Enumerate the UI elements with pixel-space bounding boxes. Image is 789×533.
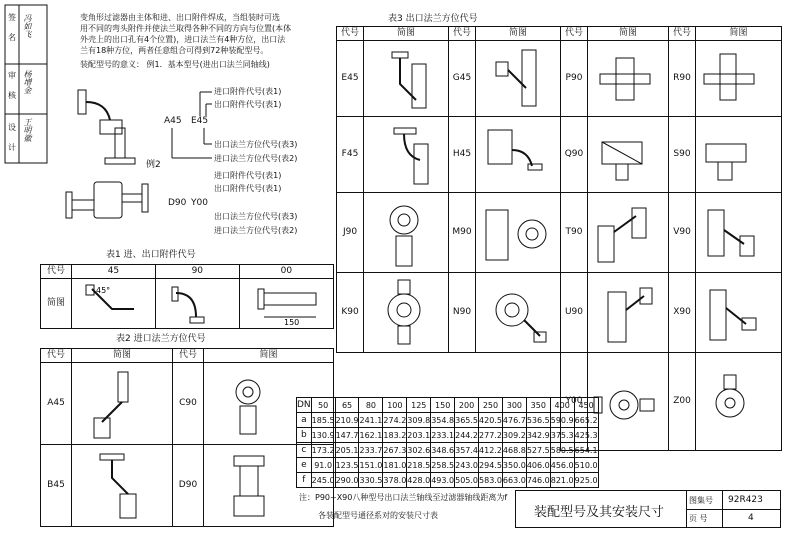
t3-h-sketch-4: 简图 <box>696 27 782 41</box>
dim-val: 663.0 <box>502 473 526 488</box>
dim-header-dn: DN <box>297 398 312 413</box>
t3-h-sketch-1: 简图 <box>364 27 449 41</box>
dim-row-c <box>297 443 599 458</box>
dim-val: 412.2 <box>479 443 503 458</box>
dim-val: 420.5 <box>479 413 503 428</box>
dim-val: 241.1 <box>359 413 383 428</box>
table1-sketch-45 <box>72 279 156 329</box>
table2-code-a45: A45 <box>41 363 72 445</box>
t3-code-h45: H45 <box>449 117 476 193</box>
example1-code-e: E45 <box>191 116 209 126</box>
table1 <box>40 264 334 329</box>
example1-leaders <box>162 88 222 164</box>
t3-sketch-q90 <box>588 117 669 193</box>
t3-sketch-k90 <box>364 273 449 353</box>
t3-sketch-z00 <box>696 353 782 451</box>
side-label-1: 签 <box>8 13 16 22</box>
dim-val: 350.0 <box>502 458 526 473</box>
table2-code-b45: B45 <box>41 445 72 527</box>
t3-sketch-t90 <box>588 193 669 273</box>
table2-header-sketch-a: 简图 <box>72 349 173 363</box>
example2-note-3: 出口法兰方位代号(表3) <box>214 212 298 221</box>
dim-val: 309.2 <box>502 428 526 443</box>
dim-val: 375.3 <box>550 428 574 443</box>
example2-code-d: D90 <box>168 198 187 208</box>
dim-val: 365.5 <box>455 413 479 428</box>
dim-row-f <box>297 473 599 488</box>
table3-title: 表3 出口法兰方位代号 <box>388 14 478 24</box>
dim-dn: 350 <box>526 398 550 413</box>
t3-code-n90: N90 <box>449 273 476 353</box>
dim-val: 130.9 <box>311 428 335 443</box>
table1-sketch-00 <box>239 279 333 329</box>
t3-sketch-f45 <box>364 117 449 193</box>
dim-val: 243.0 <box>455 458 479 473</box>
dim-val: 821.0 <box>550 473 574 488</box>
dim-dn: 150 <box>431 398 455 413</box>
dim-val: 245.0 <box>311 473 335 488</box>
dim-row-b <box>297 428 599 443</box>
example2-note-2: 出口附件代号(表1) <box>214 184 282 193</box>
elbow-45-drawing <box>72 281 152 327</box>
t3-code-y00: Y00 <box>561 353 588 451</box>
side-label-3: 审 <box>8 71 16 80</box>
side-label-4: 核 <box>8 91 16 100</box>
intro-line-5: 装配型号的意义： 例1．基本型号(进出口法兰同轴线) <box>80 60 270 69</box>
example1-note-4: 进口法兰方位代号(表2) <box>214 154 298 163</box>
table2 <box>40 348 334 527</box>
t3-h-sketch-2: 简图 <box>476 27 561 41</box>
dim-val: 181.0 <box>383 458 407 473</box>
dim-val: 654.1 <box>574 443 598 458</box>
t3-sketch-e45 <box>364 41 449 117</box>
t3-sketch-n90 <box>476 273 561 353</box>
dim-dn: 65 <box>335 398 359 413</box>
intro-line-3: 外壳上的出口孔有4个位置)，进口法兰有4种方位，出口法 <box>80 35 286 44</box>
t3-h-code-1: 代号 <box>337 27 364 41</box>
dim-val: 354.8 <box>431 413 455 428</box>
dim-val: 294.5 <box>479 458 503 473</box>
dim-val: 185.5 <box>311 413 335 428</box>
dim-val: 173.2 <box>311 443 335 458</box>
angle-label: 45° <box>96 285 111 295</box>
dim-val: 590.9 <box>550 413 574 428</box>
note-line-1: 注：P90~X90八种型号出口法兰轴线至过滤器轴线距离为f <box>299 493 508 502</box>
dim-val: 476.7 <box>502 413 526 428</box>
t3-sketch-v90 <box>696 193 782 273</box>
t3-sketch-r90 <box>696 41 782 117</box>
t3-h-code-3: 代号 <box>561 27 588 41</box>
dim-val: 233.1 <box>431 428 455 443</box>
dim-val: 425.3 <box>574 428 598 443</box>
side-label-6: 计 <box>8 143 16 152</box>
intro-line-2: 用不同的弯头附件并使法兰取得各种不同的方向与位置(本体 <box>80 24 292 33</box>
example2-drawing <box>60 172 160 242</box>
dim-val: 665.2 <box>574 413 598 428</box>
t3-code-t90: T90 <box>561 193 588 273</box>
dim-dn: 450 <box>574 398 598 413</box>
dim-dn: 400 <box>550 398 574 413</box>
t3-code-u90: U90 <box>561 273 588 353</box>
t3-h-code-4: 代号 <box>669 27 696 41</box>
dim-val: 378.0 <box>383 473 407 488</box>
example1-note-2: 出口附件代号(表1) <box>214 100 282 109</box>
table2-header-code-a: 代号 <box>41 349 72 363</box>
t3-code-e45: E45 <box>337 41 364 117</box>
dim-key: f <box>297 473 312 488</box>
example1-note-1: 进口附件代号(表1) <box>214 87 282 96</box>
t3-code-v90: V90 <box>669 193 696 273</box>
table3 <box>336 26 782 451</box>
example1-note-3: 出口法兰方位代号(表3) <box>214 140 298 149</box>
t3-code-m90: M90 <box>449 193 476 273</box>
dim-val: 91.0 <box>311 458 335 473</box>
signature-3: 王明徽 <box>23 118 32 142</box>
page-number: 4 <box>748 513 754 523</box>
t3-code-j90: J90 <box>337 193 364 273</box>
dimension-table <box>296 397 599 488</box>
t3-h-code-2: 代号 <box>449 27 476 41</box>
straight-pipe-drawing <box>240 281 330 327</box>
t3-sketch-x90 <box>696 273 782 353</box>
dim-val: 468.8 <box>502 443 526 458</box>
t3-code-g45: G45 <box>449 41 476 117</box>
dim-val: 583.0 <box>479 473 503 488</box>
dim-val: 267.3 <box>383 443 407 458</box>
dim-val: 330.5 <box>359 473 383 488</box>
dim-val: 151.0 <box>359 458 383 473</box>
dim-val: 205.1 <box>335 443 359 458</box>
dim-val: 183.2 <box>383 428 407 443</box>
dim-val: 123.5 <box>335 458 359 473</box>
dim-val: 302.6 <box>407 443 431 458</box>
dim-dn: 80 <box>359 398 383 413</box>
intro-line-1: 变角形过滤器由主体和进、出口附件焊成，当组装时可选 <box>80 13 280 22</box>
table2-sketch-a45 <box>72 363 173 445</box>
dim-val: 406.0 <box>526 458 550 473</box>
table2-code-d90: D90 <box>173 445 204 527</box>
dim-val: 357.4 <box>455 443 479 458</box>
example2-note-4: 进口法兰方位代号(表2) <box>214 226 298 235</box>
table1-header-code: 代号 <box>41 265 72 279</box>
dim-dn: 125 <box>407 398 431 413</box>
dim-val: 342.9 <box>526 428 550 443</box>
dim-val: 456.0 <box>550 458 574 473</box>
dim-val: 925.0 <box>574 473 598 488</box>
dim-row-a <box>297 413 599 428</box>
table2-header-code-b: 代号 <box>173 349 204 363</box>
dim-val: 493.0 <box>431 473 455 488</box>
dim-val: 218.5 <box>407 458 431 473</box>
dim-val: 580.5 <box>550 443 574 458</box>
dim-val: 536.5 <box>526 413 550 428</box>
dim-val: 244.2 <box>455 428 479 443</box>
t3-code-s90: S90 <box>669 117 696 193</box>
title-block <box>515 490 781 528</box>
elbow-90-drawing <box>156 281 236 327</box>
t3-code-x90: X90 <box>669 273 696 353</box>
example1-drawing <box>60 80 160 170</box>
dim-key: a <box>297 413 312 428</box>
dim-dn: 300 <box>502 398 526 413</box>
dim-val: 746.0 <box>526 473 550 488</box>
dim-key: e <box>297 458 312 473</box>
dim-val: 147.7 <box>335 428 359 443</box>
signature-2: 杨增金 <box>23 70 32 94</box>
intro-line-4: 兰有18种方位，两者任意组合可得到72种装配型号。 <box>80 46 269 55</box>
table1-sketch-90 <box>155 279 239 329</box>
intro-text <box>80 12 330 70</box>
dim-dn: 100 <box>383 398 407 413</box>
t3-sketch-p90 <box>588 41 669 117</box>
signature-1: 冯如飞 <box>23 14 32 38</box>
dim-val: 233.7 <box>359 443 383 458</box>
t3-sketch-g45 <box>476 41 561 117</box>
t3-code-f45: F45 <box>337 117 364 193</box>
table1-row-label: 简图 <box>41 279 72 329</box>
table2-title: 表2 进口法兰方位代号 <box>116 334 206 344</box>
dim-dn: 50 <box>311 398 335 413</box>
dim-val: 277.2 <box>479 428 503 443</box>
dim-val: 510.0 <box>574 458 598 473</box>
table1-header-90: 90 <box>155 265 239 279</box>
table1-header-45: 45 <box>72 265 156 279</box>
side-label-2: 名 <box>8 33 16 42</box>
table1-header-00: 00 <box>239 265 333 279</box>
length-label: 150 <box>283 317 300 327</box>
t3-code-r90: R90 <box>669 41 696 117</box>
dim-dn: 200 <box>455 398 479 413</box>
dim-val: 162.1 <box>359 428 383 443</box>
dim-val: 290.0 <box>335 473 359 488</box>
dim-val: 210.9 <box>335 413 359 428</box>
t3-code-z00: Z00 <box>669 353 696 451</box>
table2-code-c90: C90 <box>173 363 204 445</box>
side-strip <box>4 4 48 164</box>
table2-header-sketch-b: 简图 <box>204 349 334 363</box>
example2-note-1: 进口附件代号(表1) <box>214 171 282 180</box>
page-label: 页 号 <box>689 514 708 523</box>
t3-code-k90: K90 <box>337 273 364 353</box>
dim-val: 309.8 <box>407 413 431 428</box>
dim-val: 258.5 <box>431 458 455 473</box>
dim-val: 274.2 <box>383 413 407 428</box>
atlas-number: 92R423 <box>728 495 763 505</box>
dim-val: 527.5 <box>526 443 550 458</box>
dim-row-e <box>297 458 599 473</box>
side-label-5: 设 <box>8 123 16 132</box>
t3-sketch-j90 <box>364 193 449 273</box>
table2-sketch-b45 <box>72 445 173 527</box>
t3-sketch-y00 <box>588 353 669 451</box>
dim-val: 428.0 <box>407 473 431 488</box>
t3-sketch-u90 <box>588 273 669 353</box>
note-line-2: 各装配型号通径系对的安装尺寸表 <box>318 511 438 520</box>
table1-title: 表1 进、出口附件代号 <box>106 250 196 260</box>
drawing-title: 装配型号及其安装尺寸 <box>534 505 665 520</box>
dim-val: 203.1 <box>407 428 431 443</box>
t3-sketch-s90 <box>696 117 782 193</box>
atlas-label: 图集号 <box>689 496 713 505</box>
dim-key: b <box>297 428 312 443</box>
dim-key: c <box>297 443 312 458</box>
t3-h-sketch-3: 简图 <box>588 27 669 41</box>
t3-sketch-h45 <box>476 117 561 193</box>
dim-dn: 250 <box>479 398 503 413</box>
example2-code-y: Y00 <box>191 198 208 208</box>
t3-code-q90: Q90 <box>561 117 588 193</box>
example2-title: 例2 <box>146 160 161 170</box>
example1-code-a: A45 <box>164 116 182 126</box>
dim-val: 348.6 <box>431 443 455 458</box>
dim-val: 505.0 <box>455 473 479 488</box>
t3-sketch-m90 <box>476 193 561 273</box>
t3-code-p90: P90 <box>561 41 588 117</box>
